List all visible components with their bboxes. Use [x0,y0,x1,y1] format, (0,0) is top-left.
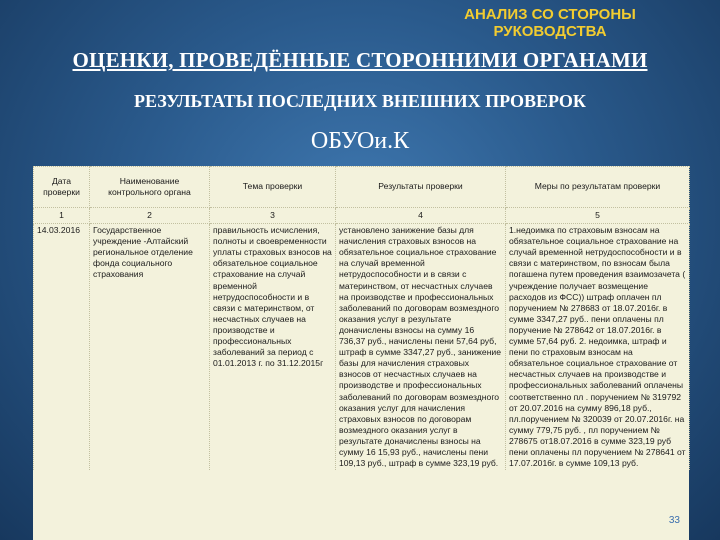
table-header-row [34,167,690,208]
table-row [34,224,690,471]
audit-results-table [33,166,690,470]
cell-date: 14.03.2016 [34,224,90,471]
column-header-topic: Тема проверки [210,167,336,208]
column-number: 2 [90,208,210,224]
cell-agency: Государственное учреждение -Алтайский региональное отделение фонда социального страхования [90,224,210,471]
column-header-agency: Наименование контрольного органа [90,167,210,208]
slide-title: ОЦЕНКИ, ПРОВЕДЁННЫЕ СТОРОННИМИ ОРГАНАМИ [72,48,648,72]
column-number: 1 [34,208,90,224]
section-header [410,6,690,40]
section-header-line2: РУКОВОДСТВА [493,23,607,40]
column-header-results: Результаты проверки [336,167,506,208]
organization-name: ОБУОи.К [310,128,410,154]
column-number: 4 [336,208,506,224]
section-header-line1: АНАЛИЗ СО СТОРОНЫ [464,6,636,23]
column-number: 3 [210,208,336,224]
column-number-row [34,208,690,224]
page-number: 33 [668,515,680,526]
audit-table-panel [33,166,689,540]
column-header-measures: Меры по результатам проверки [506,167,690,208]
slide-subtitle: РЕЗУЛЬТАТЫ ПОСЛЕДНИХ ВНЕШНИХ ПРОВЕРОК [134,91,586,111]
column-number: 5 [506,208,690,224]
column-header-date: Дата проверки [34,167,90,208]
cell-measures: 1.недоимка по страховым взносам на обязательное социальное страхование на случай временной нетрудоспособности и в связи с материнством, по взносам была погашена путем проведения взаимозачета ( учреждение получает возмещение расходов из ФСС)) штраф оплачен пл поручением № 278683 от 18.07.2016г. в сумме 3347,27 руб.. пени оплачены пл поручение № 278642 от 18.07.2016г. в сумме 57,64 руб. 2. недоимка, штраф и пени по страховым взносам на обязательное социальное страхование от несчастных случаев на производстве и профессиональных заболеваний оплачены соответственно пл . поручением № 319792 от 20.07.2016 на сумму 896,18 руб., пл.поручением № 320039 от 20.07.2016г. на сумму 779,75 руб. , пл поручением № 278675 от18.07.2016 в сумме 323,19 руб пени оплачены пл поручением № 278641 от 17.07.2016г. в сумме 109,13 руб. [506,224,690,471]
cell-topic: правильность исчисления, полноты и своевременности уплаты страховых взносов на обязательное социальное страхование на случай временной нетрудоспособности и в связи с материнством, от несчастных случаев на производстве и профессиональных заболеваний за период с 01.01.2013 г. по 31.12.2015г [210,224,336,471]
cell-results: установлено занижение базы для начисления страховых взносов на обязательное социальное страхование на случай временной нетрудоспособности и в связи с материнством, от несчастных случаев на производстве и профессиональных заболеваний по договорам возмездного оказания услуг в результате доначислены взносы на сумму 16 736,37 руб., начислены пени 57,64 руб, штраф в сумме 3347,27 руб., занижение базы для начисления страховых взносов от несчастных случаев на производстве и профессиональных заболеваний по договорам возмездного оказания услуг для начисления страховых взносов по договорам возмездного оказания услуг в результате доначислены взносы на сумму 16 15,93 руб., начислены пени 109,13 руб., штраф в сумме 323,19 руб. [336,224,506,471]
